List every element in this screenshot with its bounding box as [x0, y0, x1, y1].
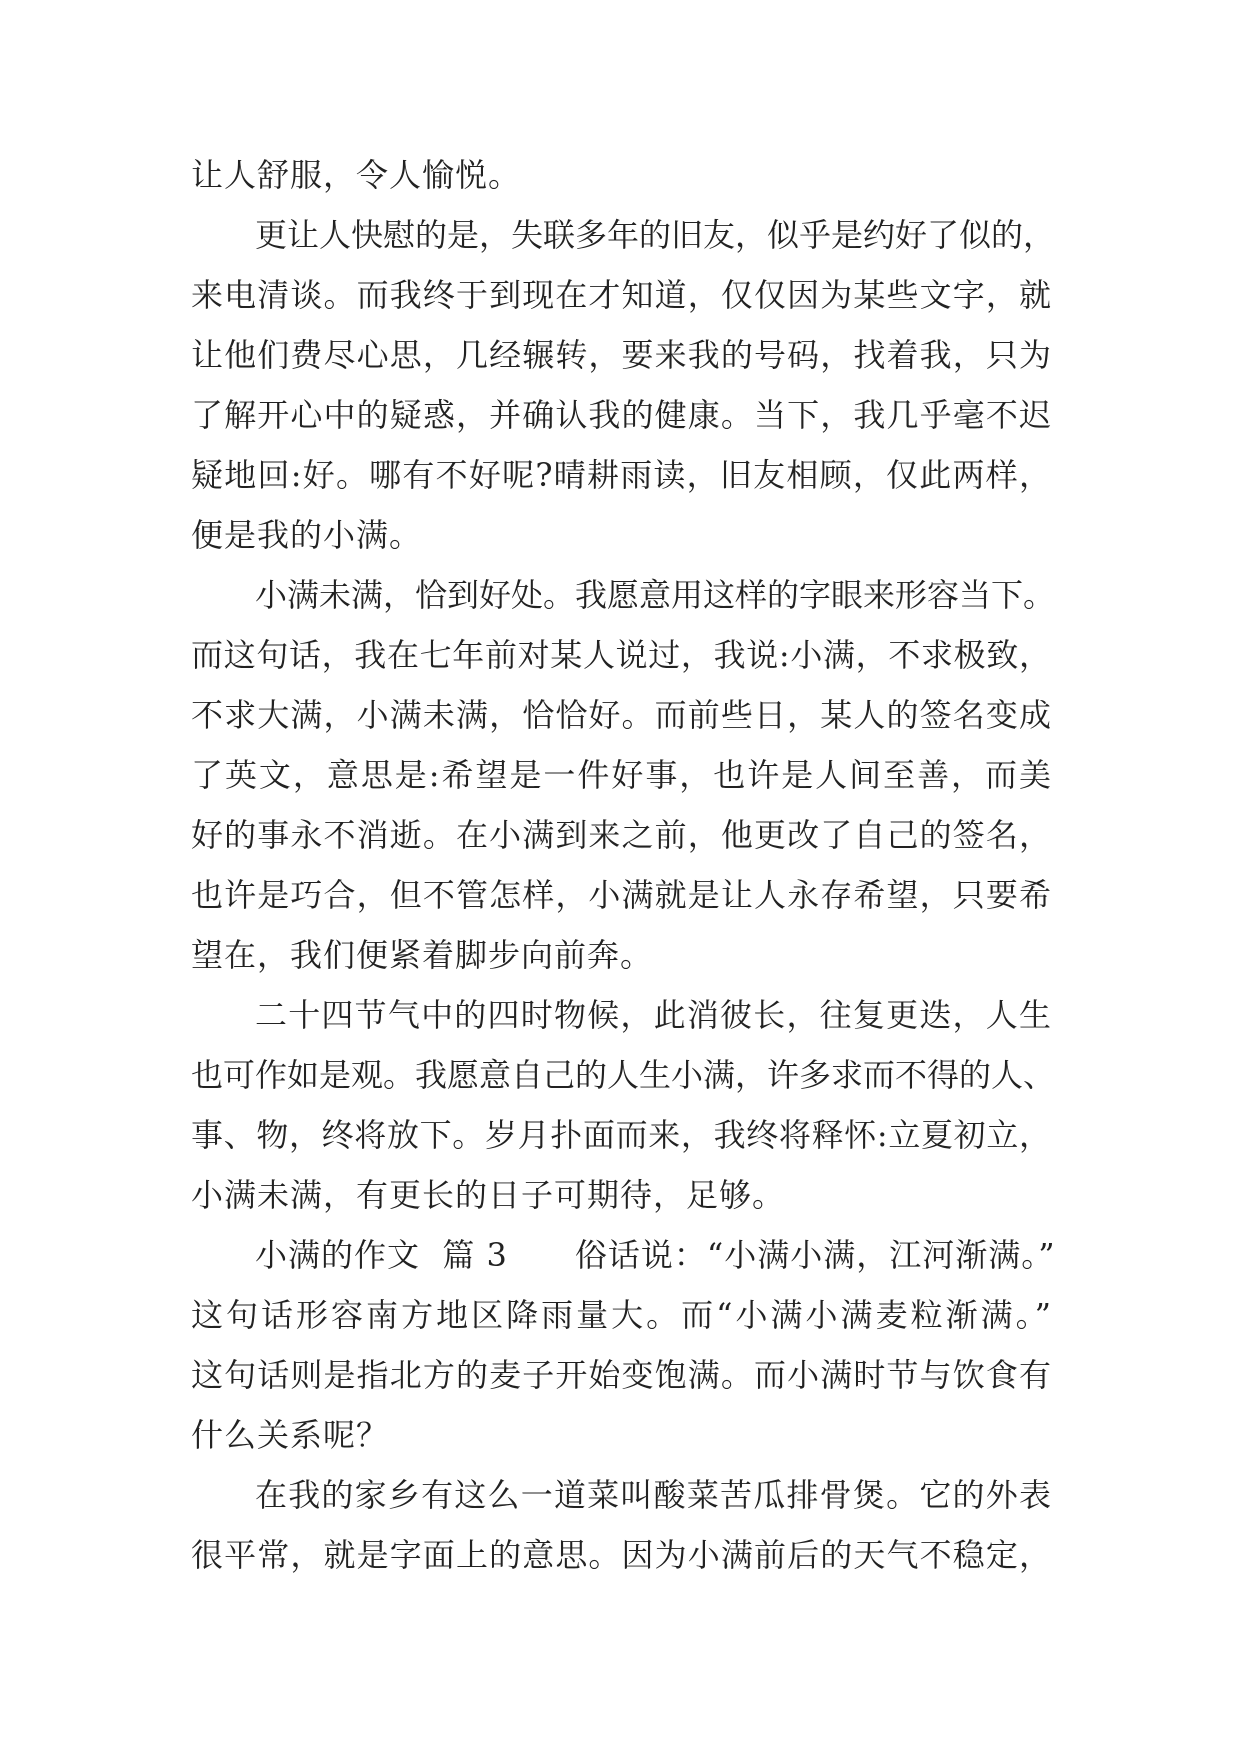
text-line: 不求大满，小满未满，恰恰好。而前些日，某人的签名变成 [191, 696, 1051, 734]
text-line: 二十四节气中的四时物候，此消彼长，往复更迭，人生 [255, 996, 1051, 1034]
text-line: 让人舒服，令人愉悦。 [191, 156, 522, 194]
text-line: 也许是巧合，但不管怎样，小满就是让人永存希望，只要希 [191, 876, 1051, 914]
text-line: 来电清谈。而我终于到现在才知道，仅仅因为某些文字，就 [191, 276, 1051, 314]
text-line: 小满未满，恰到好处。我愿意用这样的字眼来形容当下。 [255, 576, 1056, 614]
text-line: 这句话形容南方地区降雨量大。而“小满小满麦粒渐满。” [191, 1296, 1051, 1334]
text-line: 也可作如是观。我愿意自己的人生小满，许多求而不得的人、 [191, 1056, 1056, 1094]
text-line: 疑地回:好。哪有不好呢?晴耕雨读，旧友相顾，仅此两样， [191, 456, 1051, 494]
text-line: 而这句话，我在七年前对某人说过，我说:小满，不求极致， [191, 636, 1051, 674]
text-line: 望在，我们便紧着脚步向前奔。 [191, 936, 654, 974]
text-line: 让他们费尽心思，几经辗转，要来我的号码，找着我，只为 [191, 336, 1051, 374]
text-line: 这句话则是指北方的麦子开始变饱满。而小满时节与饮食有 [191, 1356, 1051, 1394]
body-text [191, 156, 1056, 1596]
text-line: 更让人快慰的是，失联多年的旧友，似乎是约好了似的， [255, 216, 1056, 254]
text-line: 什么关系呢？ [191, 1416, 390, 1454]
text-line: 小满未满，有更长的日子可期待，足够。 [191, 1176, 786, 1214]
text-line: 很平常，就是字面上的意思。因为小满前后的天气不稳定， [191, 1536, 1051, 1574]
text-line: 了解开心中的疑惑，并确认我的健康。当下，我几乎毫不迟 [191, 396, 1051, 434]
text-line: 了英文，意思是:希望是一件好事，也许是人间至善，而美 [191, 756, 1051, 794]
text-line: 小满的作文 篇 3 俗话说：“小满小满，江河渐满。” [255, 1236, 1056, 1274]
text-line: 便是我的小满。 [191, 516, 423, 554]
text-line: 好的事永不消逝。在小满到来之前，他更改了自己的签名， [191, 816, 1051, 854]
text-line: 在我的家乡有这么一道菜叫酸菜苦瓜排骨煲。它的外表 [255, 1476, 1051, 1514]
text-line: 事、物，终将放下。岁月扑面而来，我终将释怀:立夏初立， [191, 1116, 1051, 1154]
